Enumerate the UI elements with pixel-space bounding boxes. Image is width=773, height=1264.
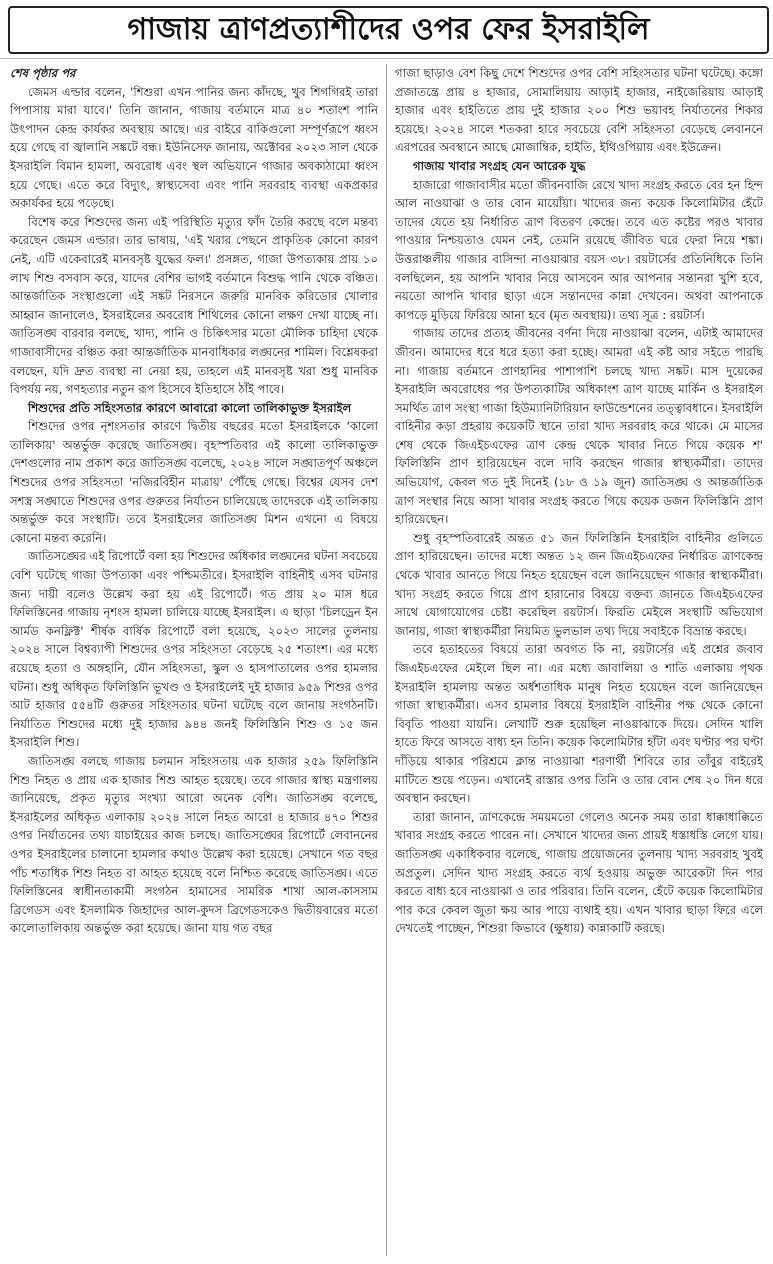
paragraph: তবে হতাহতের বিষয়ে তারা অবগত কি না, রয়টার্সের এই প্রশ্নের জবাব জিএইচএফের মেইলে ছিল না। এর মধ্যে জাবালিয়া ও শাতি এলাকায় পৃথক ইসরাইলি হামলায় অন্তত অর্ধশতাধিক মানুষ নিহত হয়েছেন বলে জানিয়েছেন গাজা স্বাস্থ্যকর্মীরা। এসব হামলার বিষয়ে ইসরাইলি বাহিনীর পক্ষ থেকে কোনো বিবৃতি পাওয়া যায়নি। লেখাটি শুরু হয়েছিল নাওয়াঝাকে দিয়ে। সেদিন খালি হাতে ফিরে আসতে বাধ্য হন তিনি। কয়েক কিলোমিটার হাঁটা এবং ঘণ্টার পর ঘণ্টা দাঁড়িয়ে থাকার পরিশ্রমে ক্লান্ত নাওয়াঝা শরণার্থী শিবিরে তার তাঁবুর বাইরেই মাটিতে শুয়ে পড়েন। এখানেই রাস্তার ওপর তিনি ও তার বোন শেষ ২০ দিন ধরে অবস্থান করছেন। xyxy=(395,642,763,806)
column-divider xyxy=(386,64,387,1256)
paragraph: শুধু বৃহস্পতিবারেই অন্তত ৫১ জন ফিলিস্তিনি ইসরাইলি বাহিনীর গুলিতে প্রাণ হারিয়েছেন। তাদের মধ্যে অন্তত ১২ জন জিএইচএফের নির্ধারিত ত্রাণকেন্দ্র থেকে খাবার আনতে গিয়ে নিহত হয়েছেন বলে জানিয়েছেন গাজার স্বাস্থ্যকর্মীরা। খাদ্য সংগ্রহ করতে গিয়ে প্রাণ হারানোর বিষয়ে বক্তব্য জানতে জিএইচএফের সাথে যোগাযোগের চেষ্টা করেছিল রয়টার্স। ফিরতি মেইলে সংস্থাটি অভিযোগ জানায়, গাজা স্বাস্থ্যকর্মীরা নিয়মিত ভুলভাল তথ্য দিয়ে সবাইকে বিভ্রান্ত করছে। xyxy=(395,530,763,638)
paragraph: জাতিসঙ্ঘ বলছে গাজায় চলমান সহিংসতায় এক হাজার ২৫৯ ফিলিস্তিনি শিশু নিহত ও প্রায় এক হাজার শিশু আহত হয়েছে। তবে গাজার স্বাস্থ্য মন্ত্রণালয় জানিয়েছে, প্রকৃত মৃত্যুর সংখ্যা আরো অনেক বেশি। জাতিসঙ্ঘ বলেছে, ইসরাইলের অধিকৃত এলাকায় ২০২৪ সালে নিহত আরো ৪ হাজার ৪৭০ শিশুর ওপর নির্যাতনের তথ্য যাচাইয়ের কাজ চলছে। জাতিসঙ্ঘের রিপোর্টে লেবাননের ওপর ইসরাইলের চালানো হামলার কথাও উল্লেখ করা হয়েছে। সেখানে গত বছর পাঁচ শতাধিক শিশু নিহত বা আহত হয়েছে বলে নিশ্চিত করেছে জাতিসঙ্ঘ। এতে ফিলিস্তিনের স্বাধীনতাকামী সংগঠন হামাসের সামরিক শাখা আল-কাসসাম ব্রিগেডস এবং ইসলামিক জিহাদের আল-কুদস ব্রিগেডসকেও দ্বিতীয়বারের মতো কালোতালিকায় অন্তর্ভুক্ত করা হয়েছে। জানা যায় গত বছর xyxy=(10,753,378,936)
headline: গাজায় ত্রাণপ্রত্যাশীদের ওপর ফের ইসরাইলি xyxy=(127,11,650,47)
paragraph: বিশেষ করে শিশুদের জন্য এই পরিস্থিতি মৃত্যুর ফাঁদ তৈরি করছে বলে মন্তব্য করেছেন জেমস এল্ডার। তার ভাষায়, 'এই খরার পেছনে প্রাকৃতিক কোনো কারণ নেই, এটি একেবারেই মানবসৃষ্ট যুদ্ধের ফল।' প্রসঙ্গত, গাজা উপত্যকায় প্রায় ১০ লাখ শিশু বসবাস করে, যাদের বেশির ভাগই বর্তমানে বিশুদ্ধ পানি থেকে বঞ্চিত। আন্তর্জাতিক সংস্থাগুলো এই সঙ্কট নিরসনে জরুরি মানবিক করিডোর খোলার আহ্বান জানালেও, ইসরাইলের অবরোধ শিথিলের কোনো লক্ষণ দেখা যাচ্ছে না। জাতিসঙ্ঘ বারবার বলছে, খাদ্য, পানি ও চিকিৎসার মতো মৌলিক চাহিদা থেকে গাজাবাসীদের বঞ্চিত করা আন্তর্জাতিক মানবাধিকার লঙ্ঘনের শামিল। বিশ্লেষকরা বলছেন, যদি দ্রুত ব্যবস্থা না নেয়া হয়, তাহলে এই মানবসৃষ্ট খরা শুধু মানবিক বিপর্যয় নয়, গণহত্যার নতুন রূপ হিসেবে ইতিহাসে ঠাঁই পাবে। xyxy=(10,214,378,397)
subheading: শিশুদের প্রতি সহিংসতার কারণে আবারো কালো তালিকাভুক্ত ইসরাইল xyxy=(28,400,352,415)
paragraph: গাজায় তাদের প্রত্যহ জীবনের বর্ণনা দিয়ে নাওয়াঝা বলেন, এটাই আমাদের জীবন। আমাদের ধরে ধরে হত্যা করা হচ্ছে। আমরা এই কষ্ট আর সইতে পারছি না। গাজায় বর্তমানে প্রাণহানির পাশাপাশি চলছে খাদ্য সঙ্কট। মাস দুয়েকের ইসরাইলি অবরোধের পর উপত্যকাটির অধিকাংশ ত্রাণ যাচ্ছে মার্কিন ও ইসরাইল সমর্থিত ত্রাণ সংস্থা গাজা হিউম্যানিটারিয়ান ফাউন্ডেশনের তত্ত্বাবধানে। ইসরাইলি বাহিনীর কড়া প্রহরায় কয়েকটি স্থানে তারা খাদ্য সরবরাহ করে থাকে। মে মাসের শেষ থেকে জিএইচএফের ত্রাণ কেন্দ্র থেকে খাবার নিতে গিয়ে কয়েক শ' ফিলিস্তিনি প্রাণ হারিয়েছেন বলে দাবি করছেন গাজার স্বাস্থ্যকর্মীরা। তাদের অভিযোগ, কেবল গত দুই দিনেই (১৮ ও ১৯ জুন) জাতিসঙ্ঘ ও আন্তর্জাতিক ত্রাণ সংস্থার নিয়ে আসা খাবার সংগ্রহ করতে গিয়ে কয়েক ডজন ফিলিস্তিনি প্রাণ হারিয়েছেন। xyxy=(395,326,763,527)
paragraph: তারা জানান, ত্রাণকেন্দ্রে সময়মতো গেলেও অনেক সময় তারা ধাক্কাধাক্কিতে খাবার সংগ্রহ করতে পারেন না। সেখানে খাদ্যের জন্য প্রায়ই ধস্তাধস্তি লেগে যায়। জাতিসঙ্ঘ একাধিকবার বলেছে, গাজায় প্রয়োজনের তুলনায় খাদ্য সরবরাহ খুবই অপ্রতুল। সেদিন খাদ্য সংগ্রহ করতে ব্যর্থ হওয়ায় অভুক্ত আরেকটা দিন পার করতে বাধ্য হবে নাওয়াঝা ও তার পরিবার। তিনি বলেন, হেঁটে কয়েক কিলোমিটার পার করে কেবল জুতা ক্ষয় আর পায়ে ব্যথাই হয়। এখন খাবার ছাড়া ফিরে এলে দেখতেই পাচ্ছেন, শিশুরা কিভাবে (ক্ষুধায়) কান্নাকাটি করছে। xyxy=(395,809,763,936)
right-column xyxy=(395,64,763,1256)
kicker: শেষ পৃষ্ঠার পর xyxy=(10,66,76,80)
headline-box xyxy=(8,6,769,54)
paragraph: শিশুদের ওপর নৃশংসতার কারণে দ্বিতীয় বছরের মতো ইসরাইলকে 'কালো তালিকায়' অন্তর্ভুক্ত করেছে জাতিসঙ্ঘ। বৃহস্পতিবার এই কালো তালিকাভুক্ত দেশগুলোর নাম প্রকাশ করে জাতিসঙ্ঘ বলেছে, ২০২৪ সালে সঙ্ঘাতপূর্ণ অঞ্চলে শিশুদের ওপর সহিংসতা 'নজিরবিহীন মাত্রায়' পৌঁছে গেছে। বিশ্বের যেসব দেশ সশস্ত্র সঙ্ঘাতে শিশুদের ওপর গুরুতর নির্যাতন চালিয়েছে তাদেরকে এই তালিকায় অন্তর্ভুক্ত করে সংস্থাটি। তবে ইসরাইলের জাতিসঙ্ঘ মিশন এখনো এ বিষয়ে কোনো মন্তব্য করেনি। xyxy=(10,419,378,545)
subheading: গাজায় খাবার সংগ্রহ যেন আরেক যুদ্ধ xyxy=(413,158,586,173)
paragraph: জেমস এল্ডার বলেন, 'শিশুরা এখন পানির জন্য কাঁদছে, খুব শিগগিরই তারা পিপাসায় মারা যাবে।' তিনি জানান, গাজায় বর্তমানে মাত্র ৪০ শতাংশ পানি উৎপাদন কেন্দ্র কার্যকর অবস্থায় আছে। এর বাইরে বাকিগুলো সম্পূর্ণরূপে ধ্বংস হয়ে গেছে বা জ্বালানি সঙ্কটে বন্ধ। ইউনিসেফ জানায়, অক্টোবর ২০২৩ সাল থেকে ইসরাইলি বিমান হামলা, অবরোধ এবং স্থল অভিযানে গাজার অবকাঠামো ধ্বংস হয়ে গেছে। এতে করে বিদ্যুৎ, স্বাস্থ্যসেবা এবং পানি সরবরাহ ব্যবস্থা একপ্রকার অকার্যকর হয়ে পড়েছে। xyxy=(10,84,378,211)
paragraph: হাজারো গাজাবাসীর মতো জীবনবাজি রেখে খাদ্য সংগ্রহ করতে বের হন হিন্দ আল নাওয়াঝা ও তার বোন মায়োঁয়া। খাদ্যের জন্য কয়েক কিলোমিটার হেঁটে তাদের যেতে হয় নির্ধারিত ত্রাণ বিতরণ কেন্দ্রে। তবে এত কষ্টের পরও খাবার পাওয়ার নিশ্চয়তাও যেমন নেই, তেমনি রয়েছে জীবিত ঘরে ফেরা নিয়ে শঙ্কা। উত্তরাঞ্চলীয় গাজার বাসিন্দা নাওয়াঝার বয়স ৩৮। রয়টার্সের প্রতিনিধিকে তিনি বলছিলেন, হয় আপনি খাবার নিয়ে আসবেন আর আপনার সন্তানরা খুশি হবে, নয়তো আপনি খাবার ছাড়া এসে সন্তানদের কান্না দেখবেন। অথবা আপনাকে কাপড়ে মুড়িয়ে ফিরিয়ে আনা হবে (মৃত অবস্থায়)। তথ্য সূত্র : রয়টার্স। xyxy=(395,177,763,322)
header-rule xyxy=(0,58,773,59)
paragraph: জাতিসঙ্ঘের এই রিপোর্টে বলা হয় শিশুদের অধিকার লঙ্ঘনের ঘটনা সবচেয়ে বেশি ঘটেছে গাজা উপত্যকা এবং পশ্চিমতীরে। ইসরাইলি বাহিনীই এসব ঘটনার জন্য দায়ী বলেও উল্লেখ করা হয় এই রিপোর্টে। গত প্রায় ২০ মাস ধরে ফিলিস্তিনের গাজায় নৃশংস হামলা চালিয়ে যাচ্ছে ইসরাইল। এ ছাড়া 'চিলড্রেন ইন আর্মড কনফ্লিক্ট' শীর্ষক বার্ষিক রিপোর্টে বলা হয়েছে, ২০২৩ সালের তুলনায় ২০২৪ সালে বিশ্বব্যাপী শিশুদের ওপর সহিংসতা বেড়েছে ২৫ শতাংশ। এর মধ্যে রয়েছে হত্যা ও অঙ্গহানি, যৌন সহিংসতা, স্কুল ও হাসপাতালের ওপর হামলার ঘটনা। শুধু অধিকৃত ফিলিস্তিনি ভূখণ্ড ও ইসরাইলেই দুই হাজার ৯৫৯ শিশুর ওপর আট হাজার ৫৫৪টি গুরুতর সহিংসতার ঘটনা ঘটেছে বলে জানায় সংগঠনটি। নির্যাতিত শিশুদের মধ্যে দুই হাজার ৯৪৪ জনই ফিলিস্তিনি শিশু ও ১৫ জন ইসরাইলি শিশু। xyxy=(10,549,378,750)
paragraph: গাজা ছাড়াও বেশ কিছু দেশে শিশুদের ওপর বেশি সহিংসতার ঘটনা ঘটেছে। কঙ্গো প্রজাতন্ত্রে প্রায় ৪ হাজার, সোমালিয়ায় আড়াই হাজার, নাইজেরিয়ায় আড়াই হাজার এবং হাইতিতে প্রায় দুই হাজার ২০০ শিশু ভয়াবহ নির্যাতনের শিকার হয়েছে। ২০২৪ সালে শতকরা হারে সবচেয়ে বেশি সহিংসতা বেড়েছে লেবাননে এরপরের অবস্থানে আছে মোজাম্বিক, হাইতি, ইথিওপিয়ায় এবং ইউক্রেন। xyxy=(395,66,763,155)
left-column xyxy=(10,64,378,1256)
